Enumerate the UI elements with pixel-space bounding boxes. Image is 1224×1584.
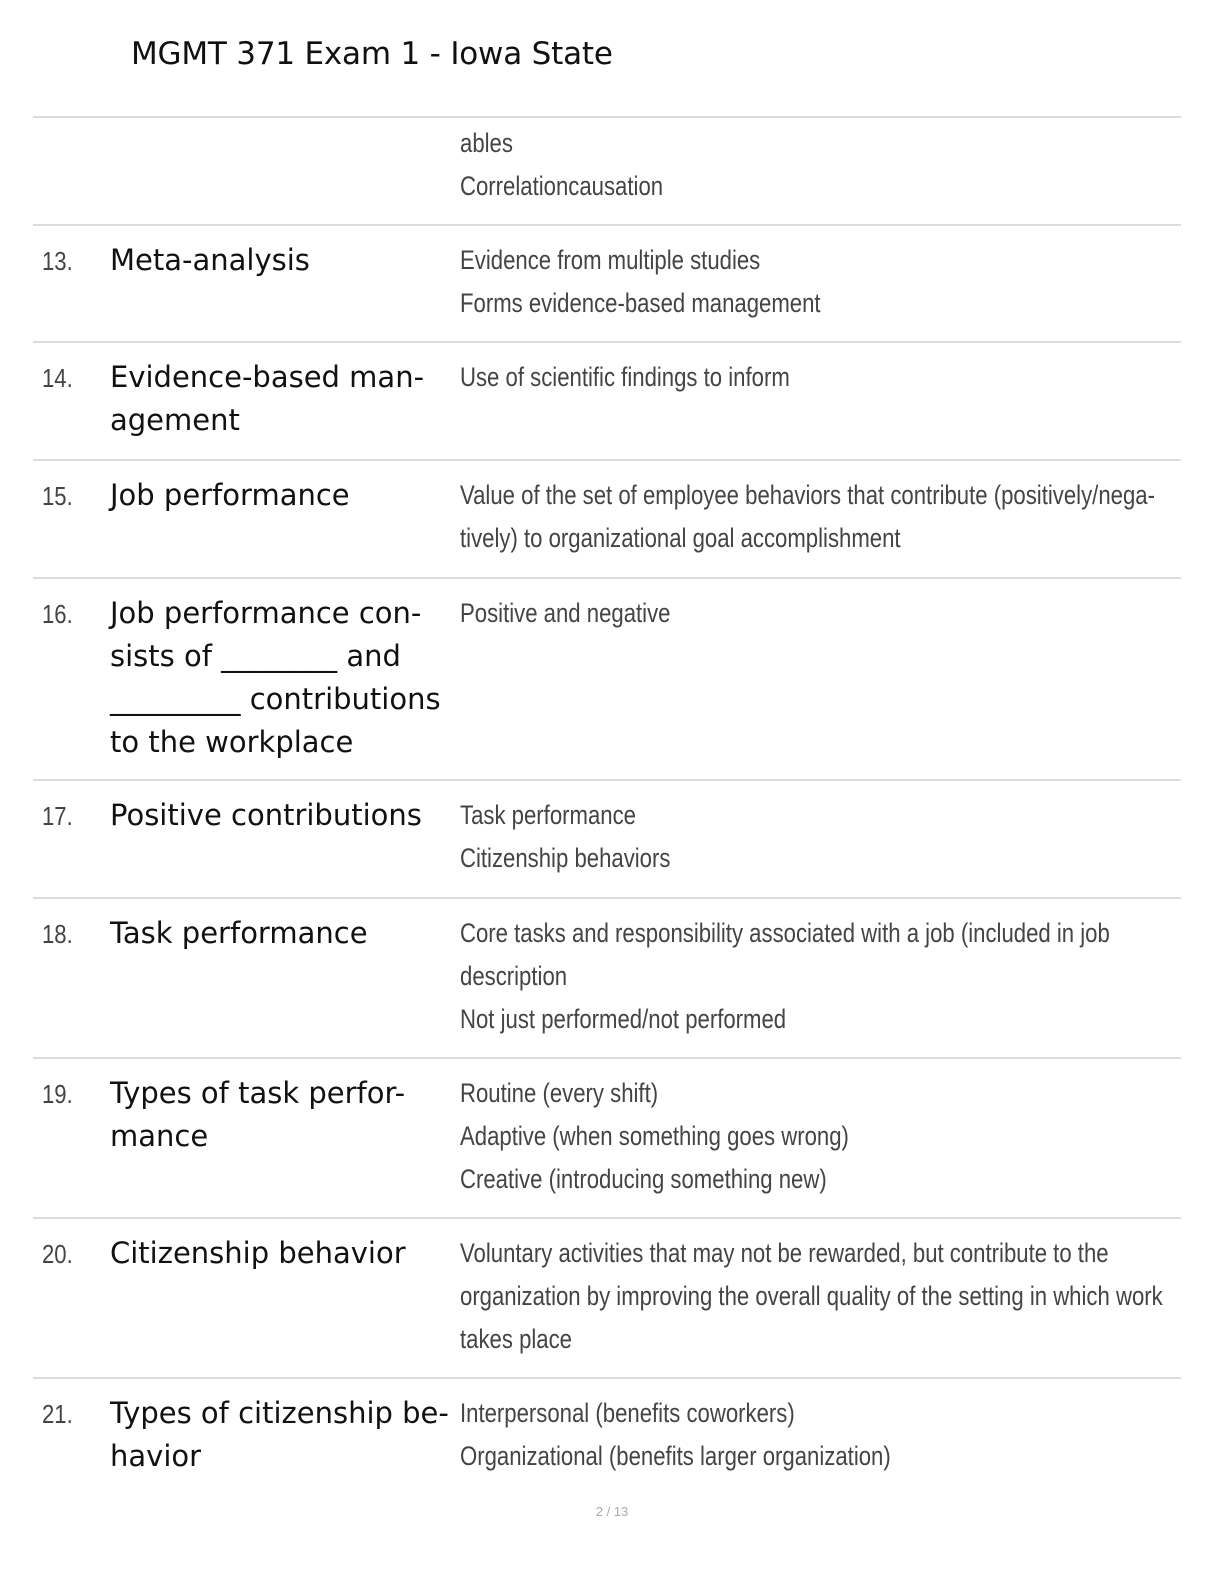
definition-line: Forms evidence-based management (460, 288, 821, 318)
definition (460, 1232, 1224, 1361)
definition-line: Task performance (460, 800, 636, 830)
row-number: 17. (42, 801, 73, 831)
term: Job performance con- sists of ________ and _________ contributions to the workplace (110, 596, 441, 759)
definition-line: Interpersonal (benefits coworkers) (460, 1398, 795, 1428)
definition (460, 592, 1224, 635)
definition-line: Correlationcausation (460, 171, 664, 201)
definition (460, 1072, 1224, 1201)
term: Citizenship behavior (110, 1236, 406, 1270)
definition (460, 122, 1224, 208)
table-row (33, 1057, 1181, 1217)
definition-line: Citizenship behaviors (460, 843, 671, 873)
row-number: 18. (42, 919, 73, 949)
definition-line: takes place (460, 1324, 573, 1354)
definition-line: Voluntary activities that may not be rewarded, but contribute to the (460, 1238, 1109, 1268)
definition-line: Organizational (benefits larger organization) (460, 1441, 891, 1471)
term: Positive contributions (110, 798, 422, 832)
document-title: MGMT 371 Exam 1 - Iowa State (131, 36, 613, 72)
row-number: 15. (42, 481, 73, 511)
definition (460, 474, 1224, 560)
row-number: 13. (42, 246, 73, 276)
term: Types of task perfor- mance (110, 1076, 406, 1153)
row-number: 19. (42, 1079, 73, 1109)
term: Meta-analysis (110, 243, 310, 277)
definition-line: Creative (introducing something new) (460, 1164, 827, 1194)
definition-line: Core tasks and responsibility associated with a job (included in job (460, 918, 1110, 948)
flashcard-table (33, 116, 1181, 1487)
definition-line: description (460, 961, 568, 991)
table-row (33, 341, 1181, 459)
definition-line: Evidence from multiple studies (460, 245, 761, 275)
table-row (33, 1377, 1181, 1487)
definition-line: Routine (every shift) (460, 1078, 659, 1108)
page-number: 2 / 13 (595, 1504, 629, 1519)
table-row (33, 779, 1181, 897)
definition (460, 794, 1224, 880)
row-number: 14. (42, 363, 73, 393)
term: Types of citizenship be- havior (110, 1396, 449, 1473)
definition-line: Value of the set of employee behaviors that contribute (positively/nega- (460, 480, 1155, 510)
row-number: 16. (42, 599, 73, 629)
row-number: 20. (42, 1239, 73, 1269)
definition-line: Use of scientific findings to inform (460, 362, 790, 392)
table-row (33, 224, 1181, 341)
definition-line: organization by improving the overall quality of the setting in which work (460, 1281, 1163, 1311)
definition (460, 239, 1224, 325)
table-row (33, 116, 1181, 224)
definition-line: Not just performed/not performed (460, 1004, 787, 1034)
definition-line: tively) to organizational goal accomplishment (460, 523, 901, 553)
table-row (33, 459, 1181, 577)
term: Job performance (110, 478, 350, 512)
term: Evidence-based man- agement (110, 360, 425, 437)
definition-line: ables (460, 128, 513, 158)
table-row (33, 577, 1181, 779)
definition-line: Positive and negative (460, 598, 671, 628)
table-row (33, 897, 1181, 1057)
row-number: 21. (42, 1399, 73, 1429)
definition-line: Adaptive (when something goes wrong) (460, 1121, 849, 1151)
definition (460, 912, 1224, 1041)
definition (460, 356, 1224, 399)
term: Task performance (110, 916, 368, 950)
definition (460, 1392, 1224, 1478)
table-row (33, 1217, 1181, 1377)
